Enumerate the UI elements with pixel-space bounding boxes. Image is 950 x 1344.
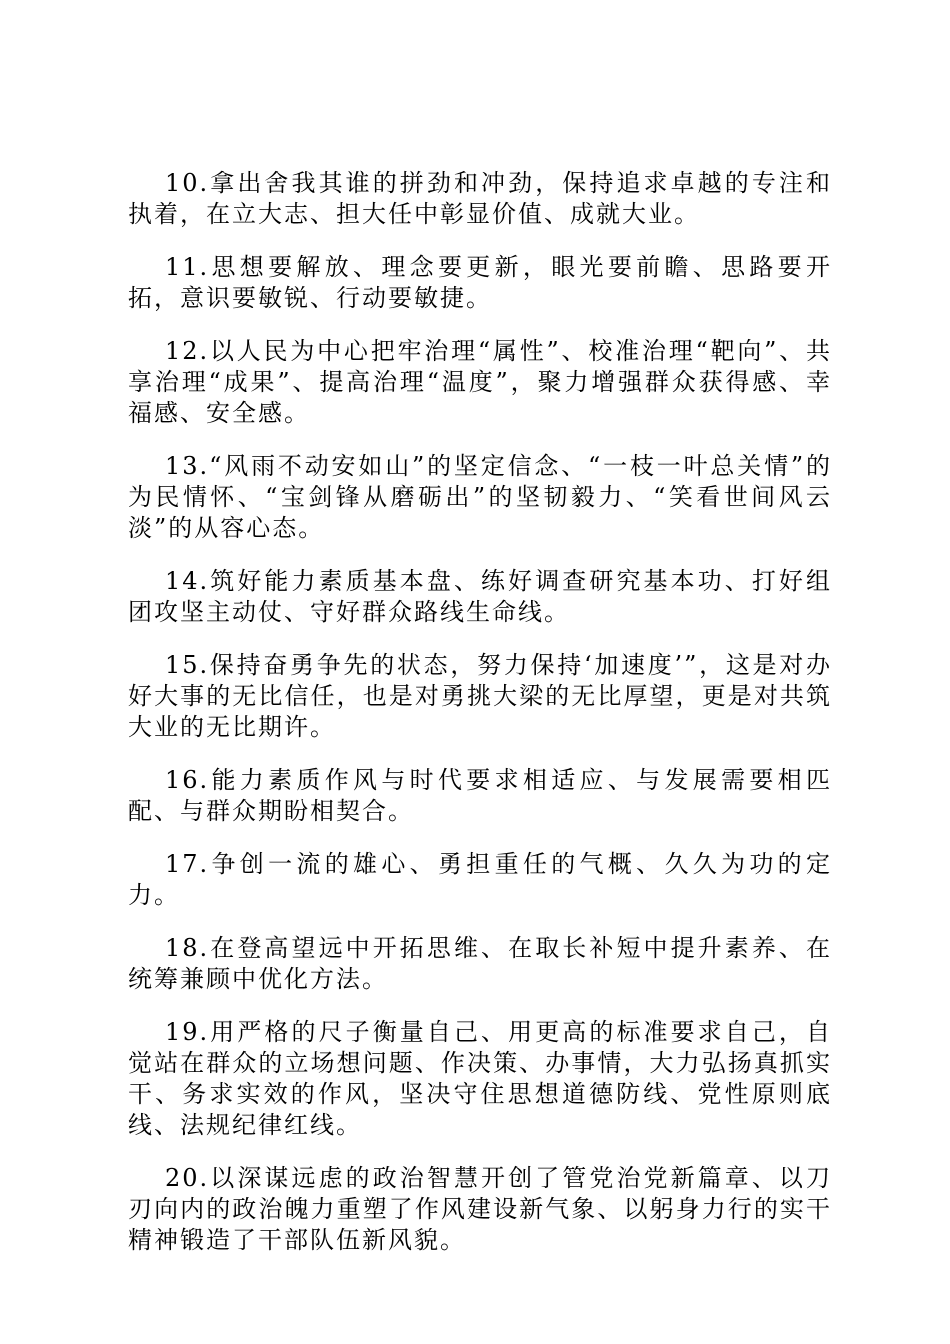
paragraph-14: 14.筑好能力素质基本盘、练好调查研究基本功、打好组团攻坚主动仗、守好群众路线生命线。 — [128, 567, 832, 626]
paragraph-11: 11.思想要解放、理念要更新，眼光要前瞻、思路要开拓，意识要敏锐、行动要敏捷。 — [128, 253, 832, 312]
document-body — [128, 168, 832, 1278]
paragraph-12: 12.以人民为中心把牢治理“属性”、校准治理“靶向”、共享治理“成果”、提高治理“温度”，聚力增强群众获得感、幸福感、安全感。 — [128, 337, 832, 427]
paragraph-10: 10.拿出舍我其谁的拼劲和冲劲，保持追求卓越的专注和执着，在立大志、担大任中彰显价值、成就大业。 — [128, 169, 832, 228]
paragraph-16: 16.能力素质作风与时代要求相适应、与发展需要相匹配、与群众期盼相契合。 — [128, 766, 832, 825]
paragraph-17: 17.争创一流的雄心、勇担重任的气概、久久为功的定力。 — [128, 850, 832, 909]
paragraph-19: 19.用严格的尺子衡量自己、用更高的标准要求自己，自觉站在群众的立场想问题、作决策、办事情，大力弘扬真抓实干、务求实效的作风，坚决守住思想道德防线、党性原则底线、法规纪律红线。 — [128, 1018, 832, 1139]
paragraph-13: 13.“风雨不动安如山”的坚定信念、“一枝一叶总关情”的为民情怀、“宝剑锋从磨砺出”的坚韧毅力、“笑看世间风云淡”的从容心态。 — [128, 452, 832, 542]
paragraph-18: 18.在登高望远中开拓思维、在取长补短中提升素养、在统筹兼顾中优化方法。 — [128, 934, 832, 993]
paragraph-20: 20.以深谋远虑的政治智慧开创了管党治党新篇章、以刀刃向内的政治魄力重塑了作风建设新气象、以躬身力行的实干精神锻造了干部队伍新风貌。 — [128, 1164, 832, 1254]
paragraph-15: 15.保持奋勇争先的状态，努力保持‘加速度’”，这是对办好大事的无比信任，也是对勇挑大梁的无比厚望，更是对共筑大业的无比期许。 — [128, 651, 832, 741]
